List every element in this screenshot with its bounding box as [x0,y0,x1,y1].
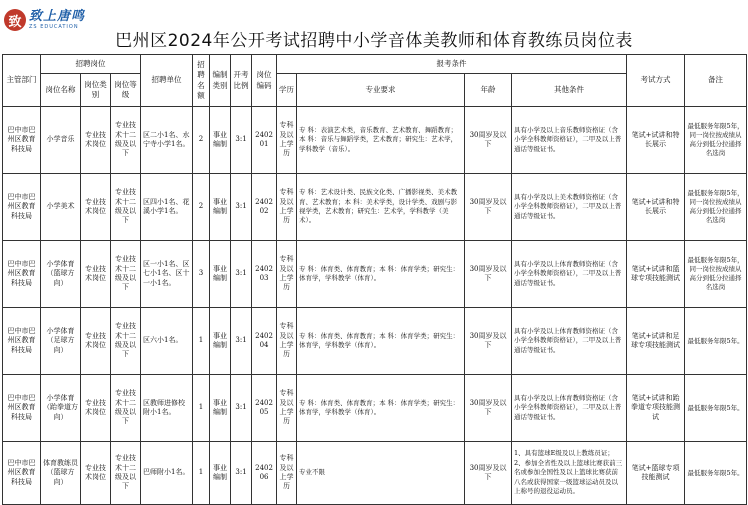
cell-education: 专科及以上学历 [277,375,297,442]
cell-ratio: 3:1 [231,308,252,375]
table-row [3,174,747,241]
header-exam: 考试方式 [627,55,685,107]
cell-age: 30周岁及以下 [465,375,512,442]
cell-code: 240205 [252,375,277,442]
cell-dept: 巴中市巴州区教育科技局 [3,241,41,308]
cell-dept: 巴中市巴州区教育科技局 [3,442,41,505]
cell-unit: 区一小1名、区七小1名、区十一小1名。 [141,241,193,308]
header-remarks: 备注 [685,55,747,107]
cell-quota: 2 [193,174,210,241]
header-conditions: 报考条件 [277,55,627,74]
cell-position-level: 专业技术十二级及以下 [111,375,141,442]
cell-remarks: 最低服务年限5年，同一岗位按成绩从高分到低分拉通择名选岗 [685,107,747,174]
cell-age: 30周岁及以下 [465,107,512,174]
cell-education: 专科及以上学历 [277,107,297,174]
cell-major: 专业不限 [297,442,465,505]
table-row [3,375,747,442]
header-unit: 招聘单位 [141,55,193,107]
header-ratio: 开考比例 [231,55,252,107]
cell-position-level: 专业技术十二级及以下 [111,442,141,505]
cell-remarks: 最低服务年限5年。 [685,375,747,442]
header-quota: 招聘名额 [193,55,210,107]
cell-code: 240203 [252,241,277,308]
cell-staff-type: 事业编制 [210,308,231,375]
cell-other: 具有小学及以上音乐教师资格证（含小学全科教师资格证），二甲及以上普通话等级证书。 [512,107,627,174]
cell-unit: 区教师进修校附小1名。 [141,375,193,442]
cell-other: 具有小学及以上体育教师资格证（含小学全科教师资格证），二甲及以上普通话等级证书。 [512,241,627,308]
cell-quota: 1 [193,308,210,375]
cell-position-type: 专业技术岗位 [81,241,111,308]
cell-quota: 1 [193,442,210,505]
cell-exam: 笔试+试讲和足球专项技能测试 [627,308,685,375]
cell-education: 专科及以上学历 [277,308,297,375]
cell-exam: 笔试+试讲和特长展示 [627,174,685,241]
cell-position-type: 专业技术岗位 [81,442,111,505]
cell-position-level: 专业技术十二级及以下 [111,241,141,308]
cell-position-type: 专业技术岗位 [81,308,111,375]
cell-staff-type: 事业编制 [210,375,231,442]
header-staff-type: 编制类别 [210,55,231,107]
cell-code: 240202 [252,174,277,241]
cell-position-type: 专业技术岗位 [81,107,111,174]
table-row [3,308,747,375]
cell-exam: 笔试+试讲和特长展示 [627,107,685,174]
cell-other: 具有小学及以上美术教师资格证（含小学全科教师资格证），二甲及以上普通话等级证书。 [512,174,627,241]
cell-position-name: 小学体育（篮球方向） [41,241,81,308]
cell-position-name: 小学美术 [41,174,81,241]
cell-ratio: 3:1 [231,107,252,174]
cell-position-name: 小学体育（足球方向） [41,308,81,375]
cell-age: 30周岁及以下 [465,308,512,375]
cell-dept: 巴中市巴州区教育科技局 [3,375,41,442]
cell-unit: 区六小1名。 [141,308,193,375]
cell-position-level: 专业技术十二级及以下 [111,308,141,375]
cell-age: 30周岁及以下 [465,174,512,241]
header-age: 年龄 [465,74,512,107]
header-position-name: 岗位名称 [41,74,81,107]
header-position-group: 招聘岗位 [41,55,141,74]
cell-age: 30周岁及以下 [465,442,512,505]
cell-major: 专 科：体育类、体育教育；本 科：体育学类；研究生：体育学，学科教学（体育）。 [297,375,465,442]
cell-position-type: 专业技术岗位 [81,174,111,241]
header-major: 专业要求 [297,74,465,107]
cell-code: 240204 [252,308,277,375]
cell-position-name: 体育教练员（篮球方向） [41,442,81,505]
logo-text: 致上唐鸣 [29,9,86,24]
cell-age: 30周岁及以下 [465,241,512,308]
cell-major: 专 科：体育类、体育教育；本 科：体育学类；研究生：体育学，学科教学（体育）。 [297,308,465,375]
cell-dept: 巴中市巴州区教育科技局 [3,308,41,375]
header-code: 岗位编码 [252,55,277,107]
cell-dept: 巴中市巴州区教育科技局 [3,174,41,241]
cell-quota: 2 [193,107,210,174]
cell-remarks: 最低服务年限5年。 [685,308,747,375]
cell-exam: 笔试+试讲和篮球专项技能测试 [627,241,685,308]
cell-education: 专科及以上学历 [277,442,297,505]
table-row [3,107,747,174]
cell-other: 具有小学及以上体育教师资格证（含小学全科教师资格证），二甲及以上普通话等级证书。 [512,308,627,375]
table-row [3,442,747,505]
cell-exam: 笔试+试讲和跆拳道专项技能测试 [627,375,685,442]
cell-position-type: 专业技术岗位 [81,375,111,442]
logo-subtext: ZS EDUCATION [29,24,79,30]
cell-position-name: 小学音乐 [41,107,81,174]
header-dept: 主管部门 [3,55,41,107]
header-other: 其他条件 [512,74,627,107]
cell-education: 专科及以上学历 [277,241,297,308]
cell-staff-type: 事业编制 [210,174,231,241]
header-position-type: 岗位类别 [81,74,111,107]
cell-major: 专 科：艺术设计类、民族文化类、广播影视类、美术教育、艺术教育；本 科：美术学类，设计学类、戏剧与影视学类，艺术教育；研究生：艺术学，学科教学（美术）。 [297,174,465,241]
cell-ratio: 3:1 [231,241,252,308]
logo-icon: 致 [4,9,26,31]
cell-other: 1、具有篮球E级及以上教练员证；2、参加全省性及以上篮球比赛获前三名或参加全国性及以上篮球比赛获前八名或获得国家一级篮球运动员及以上称号的退役运动员。 [512,442,627,505]
cell-unit: 巴师附小1名。 [141,442,193,505]
cell-unit: 区二小1名、水宁寺小学1名。 [141,107,193,174]
table-row [3,241,747,308]
cell-major: 专 科：体育类、体育教育；本 科：体育学类；研究生：体育学，学科教学（体育）。 [297,241,465,308]
cell-other: 具有小学及以上体育教师资格证（含小学全科教师资格证），二甲及以上普通话等级证书。 [512,375,627,442]
document-title: 巴州区2024年公开考试招聘中小学音体美教师和体育教练员岗位表 [115,31,633,51]
cell-ratio: 3:1 [231,174,252,241]
cell-ratio: 3:1 [231,375,252,442]
cell-staff-type: 事业编制 [210,241,231,308]
cell-dept: 巴中市巴州区教育科技局 [3,107,41,174]
cell-remarks: 最低服务年限5年，同一岗位按成绩从高分到低分拉通择名选岗 [685,241,747,308]
header-education: 学历 [277,74,297,107]
header-position-level: 岗位等级 [111,74,141,107]
cell-staff-type: 事业编制 [210,107,231,174]
cell-quota: 1 [193,375,210,442]
cell-code: 240206 [252,442,277,505]
cell-staff-type: 事业编制 [210,442,231,505]
cell-exam: 笔试+篮球专项技能测试 [627,442,685,505]
cell-remarks: 最低服务年限5年。 [685,442,747,505]
cell-position-name: 小学体育（跆拳道方向） [41,375,81,442]
cell-major: 专 科：表演艺术类，音乐教育、艺术教育、舞蹈教育；本 科：音乐与舞蹈学类，艺术教育；研究生：艺术学，学科教学（音乐）。 [297,107,465,174]
cell-code: 240201 [252,107,277,174]
cell-quota: 3 [193,241,210,308]
cell-ratio: 3:1 [231,442,252,505]
cell-position-level: 专业技术十二级及以下 [111,174,141,241]
cell-remarks: 最低服务年限5年，同一岗位按成绩从高分到低分拉通择名选岗 [685,174,747,241]
cell-position-level: 专业技术十二级及以下 [111,107,141,174]
cell-unit: 区四小1名、花溪小学1名。 [141,174,193,241]
position-table [2,54,747,505]
cell-education: 专科及以上学历 [277,174,297,241]
